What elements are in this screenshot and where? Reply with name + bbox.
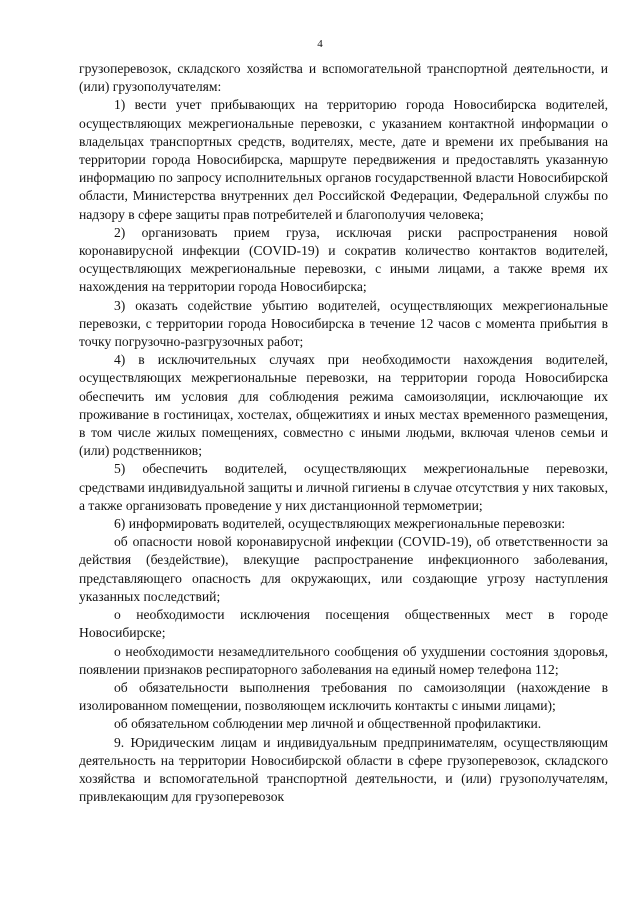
paragraph: об опасности новой коронавирусной инфекции (COVID-19), об ответственности за действия (бездействие), влекущие распространение инфекционного заболевания, представляющего опасность для окружающих, или создающие угрозу наступления указанных последствий; [79, 534, 608, 604]
paragraph: 1) вести учет прибывающих на территорию города Новосибирска водителей, осуществляющих межрегиональные перевозки, с указанием контактной информации о владельцах транспортных средств, водителях, месте, дате и времени их пребывания на территории города Новосибирска, маршруте передвижения и предоставлять указанную информацию по запросу исполнительных органов государственной власти Новосибирской области, Министерства внутренних дел Российской Федерации, Федеральной службы по надзору в сфере защиты прав потребителей и благополучия человека; [79, 97, 608, 222]
document-body [79, 60, 608, 806]
paragraph: 6) информировать водителей, осуществляющих межрегиональные перевозки: [114, 516, 566, 532]
paragraph: грузоперевозок, складского хозяйства и вспомогательной транспортной деятельности, и (или) грузополучателям: [79, 61, 608, 95]
page-number: 4 [317, 38, 323, 50]
paragraph: 5) обеспечить водителей, осуществляющих межрегиональные перевозки, средствами индивидуальной защиты и личной гигиены в случае отсутствия у них таковых, а также организовать проведение у них дистанционной термометрии; [79, 461, 608, 513]
paragraph: о необходимости исключения посещения общественных мест в городе Новосибирске; [79, 607, 608, 641]
paragraph: 3) оказать содействие убытию водителей, осуществляющих межрегиональные перевозки, с территории города Новосибирска в течение 12 часов с момента прибытия в точку погрузочно-разгрузочных работ; [79, 297, 608, 350]
paragraph: о необходимости незамедлительного сообщения об ухудшении состояния здоровья, появлении признаков респираторного заболевания на единый номер телефона 112; [79, 643, 608, 677]
paragraph: 2) организовать прием груза, исключая риски распространения новой коронавирусной инфекции (COVID-19) и сократив количество контактов водителей, осуществляющих межрегиональные перевозки, с иными лицами, а также время их нахождения на территории города Новосибирска; [79, 224, 608, 295]
paragraph: 4) в исключительных случаях при необходимости нахождения водителей, осуществляющих межрегиональные перевозки, на территории города Новосибирска обеспечить им условия для соблюдения режима самоизоляции, исключающие их проживание в гостиницах, хостелах, общежитиях и иных местах временного размещения, в том числе жилых помещениях, совместно с иными людьми, включая членов семьи и (или) родственников; [79, 352, 608, 459]
paragraph: об обязательности выполнения требования по самоизоляции (нахождение в изолированном помещении, позволяющем исключить контакты с иными лицами); [79, 679, 608, 714]
paragraph: об обязательном соблюдении мер личной и общественной профилактики. [114, 716, 542, 732]
paragraph: 9. Юридическим лицам и индивидуальным предпринимателям, осуществляющим деятельность на территории Новосибирской области в сфере грузоперевозок, складского хозяйства и вспомогательной транспортной деятельности, и (или) грузополучателям, привлекающим для грузоперевозок [79, 734, 608, 805]
